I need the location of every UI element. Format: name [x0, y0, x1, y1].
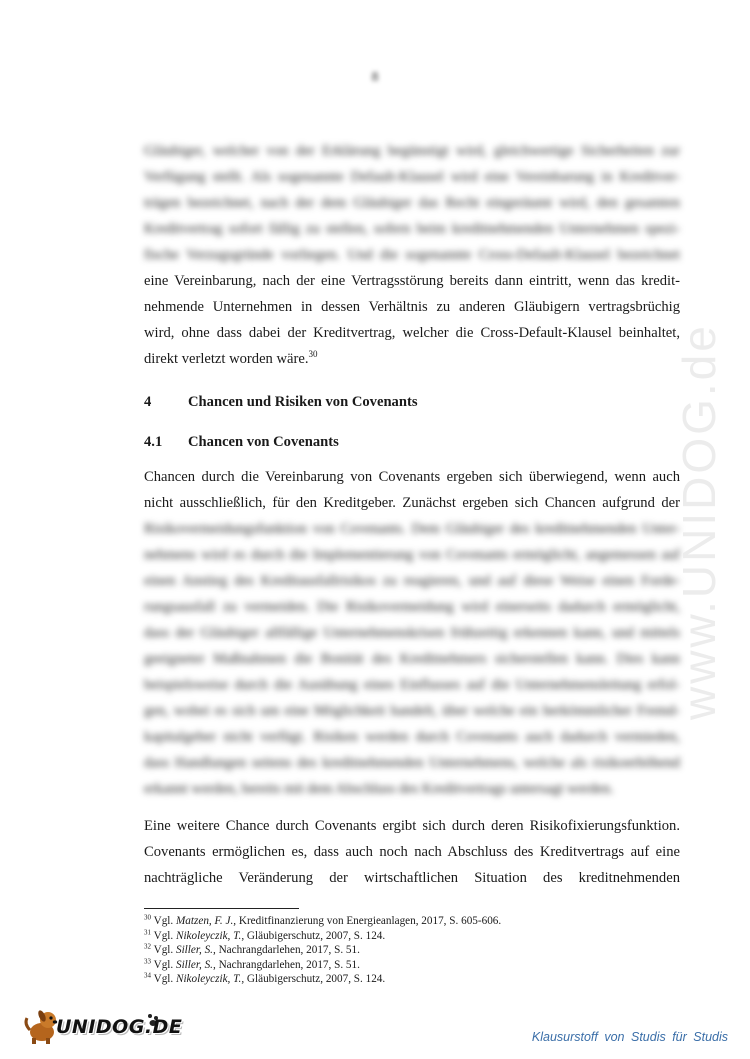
footnote-source: Kreditfinanzierung von Energieanlagen, 2017, S. 605-606.: [238, 915, 502, 927]
text-content: direkt verletzt worden wäre.: [144, 351, 309, 367]
text-line: geeigneter Maßnahmen die Bonität des Kreditnehmers sicherstellen kann. Dies kann: [144, 651, 680, 667]
section-number: 4: [144, 394, 152, 410]
footnote-number: 31: [144, 927, 151, 936]
footnote: [144, 958, 501, 973]
footnote-separator: [144, 908, 299, 909]
footnote-prefix: Vgl.: [153, 929, 174, 942]
text-line: Kreditvertrag sofort fällig zu stellen, sofern beim kreditnehmenden Unternehmen spezi-: [144, 221, 680, 237]
footnote-number: 34: [144, 971, 151, 980]
footnote-source: Nachrangdarlehen, 2017, S. 51.: [218, 944, 360, 956]
text-line: dass Handlungen seitens des kreditnehmenden Unternehmens, welche als risikoerhöhend: [144, 755, 680, 771]
footer-tagline: Klausurstoff von Studis für Studis: [531, 1030, 728, 1044]
section-title: Chancen und Risiken von Covenants: [188, 394, 418, 410]
text-line: fische Verzugsgründe vorliegen. Und die sogenannte Cross-Default-Klausel bezeichnet: [144, 247, 680, 263]
text-line: nicht ausschließlich, für den Kreditgeber. Zunächst ergeben sich Chancen aufgrund der: [144, 495, 680, 511]
footnote-prefix: Vgl.: [153, 944, 174, 956]
footnote-source: Nachrangdarlehen, 2017, S. 51.: [218, 958, 360, 971]
text-line: nehmende Unternehmen in dessen Verhältnis zu anderen Gläubigern vertragsbrüchig: [144, 299, 680, 315]
subsection-number: 4.1: [144, 434, 163, 450]
text-line: [144, 346, 680, 372]
paragraph-1: [144, 138, 680, 372]
footnote-number: 30: [144, 913, 151, 922]
text-line: nachträgliche Veränderung der wirtschaftlichen Situation des kreditnehmenden: [144, 870, 680, 886]
text-line: Covenants ermöglichen es, dass auch noch nach Abschluss des Kreditvertrags auf eine: [144, 844, 680, 860]
watermark: www.UNIDOG.de: [673, 323, 725, 720]
logo-text: UNIDOG.DE: [56, 1016, 183, 1038]
text-line: gen, wobei es sich um eine Möglichkeit handelt, über welche ein herkömmlicher Fremd-: [144, 703, 680, 719]
blurred-text-block: [144, 138, 680, 268]
footnote: [144, 914, 501, 929]
text-line: eine Vereinbarung, nach der eine Vertragsstörung bereits dann eintritt, wenn das kredit-: [144, 273, 680, 289]
footnote-author: Siller, S.,: [175, 944, 216, 956]
subsection-title: Chancen von Covenants: [188, 434, 339, 450]
footnotes: [144, 914, 501, 987]
text-line: erkannt werden, bereits mit dem Abschluss des Kreditvertrags untersagt werden.: [144, 781, 614, 797]
footnote-source: Gläubigerschutz, 2007, S. 124.: [246, 973, 386, 985]
text-line: Eine weitere Chance durch Covenants ergibt sich durch deren Risikofixierungsfunktion.: [144, 818, 680, 834]
blurred-text-block: [144, 516, 680, 802]
footnote: [144, 943, 501, 958]
footnote-prefix: Vgl.: [153, 915, 174, 927]
text-line: einen Anstieg des Kreditausfallrisikos zu reagieren, und auf diese Weise einen Forde-: [144, 573, 680, 589]
footnote-author: Siller, S.,: [175, 958, 216, 971]
footnote: [144, 929, 501, 944]
subsection-heading: [144, 434, 339, 451]
footnote-author: Nikoleyczik, T.,: [175, 929, 245, 942]
text-line: rungsausfall zu vermeiden. Die Risikovermeidung wird einerseits dadurch ermöglicht,: [144, 599, 680, 615]
footnote-number: 33: [144, 956, 151, 965]
text-line: trägen bezeichnet, nach der dem Gläubiger das Recht eingeräumt wird, den gesamten: [144, 195, 680, 211]
footnote-ref: 30: [308, 349, 318, 360]
footnote-prefix: Vgl.: [153, 973, 174, 985]
footnote-number: 32: [144, 942, 151, 951]
text-line: nehmens wird es durch die Implementierung von Covenants ermöglicht, angemessen auf: [144, 547, 680, 563]
text-line: kapitalgeber nicht verfügt. Risiken werden durch Covenants auch dadurch vermieden,: [144, 729, 680, 745]
page-number: 8: [371, 70, 379, 85]
text-line: Risikovermeidungsfunktion von Covenants. Dem Gläubiger des kreditnehmenden Unter-: [144, 521, 680, 537]
text-line: Gläubiger, welcher von der Erklärung begünstigt wird, gleichwertige Sicherheiten zur: [144, 143, 680, 159]
paragraph-2: [144, 464, 680, 802]
footnote-source: Gläubigerschutz, 2007, S. 124.: [246, 929, 386, 942]
paragraph-3: [144, 813, 680, 891]
footnote-author: Nikoleyczik, T.,: [175, 973, 245, 985]
text-line: dass der Gläubiger allfällige Unternehmenskrisen frühzeitig erkennen kann, und mittels: [144, 625, 680, 641]
text-line: wird, ohne dass dabei der Kreditvertrag, welcher die Cross-Default-Klausel beinhaltet,: [144, 325, 680, 341]
text-line: Verfügung stellt. Als sogenannte Default-Klausel wird eine Vereinbarung in Kreditver-: [144, 169, 680, 185]
footnote-prefix: Vgl.: [153, 958, 174, 971]
footnote-author: Matzen, F. J.,: [175, 915, 237, 927]
text-line: beispielsweise durch die Ausübung eines Einflusses auf die Unternehmensleitung erfol-: [144, 677, 680, 693]
text-line: Chancen durch die Vereinbarung von Covenants ergeben sich überwiegend, wenn auch: [144, 469, 680, 485]
section-heading: [144, 394, 418, 411]
footnote: [144, 972, 501, 987]
